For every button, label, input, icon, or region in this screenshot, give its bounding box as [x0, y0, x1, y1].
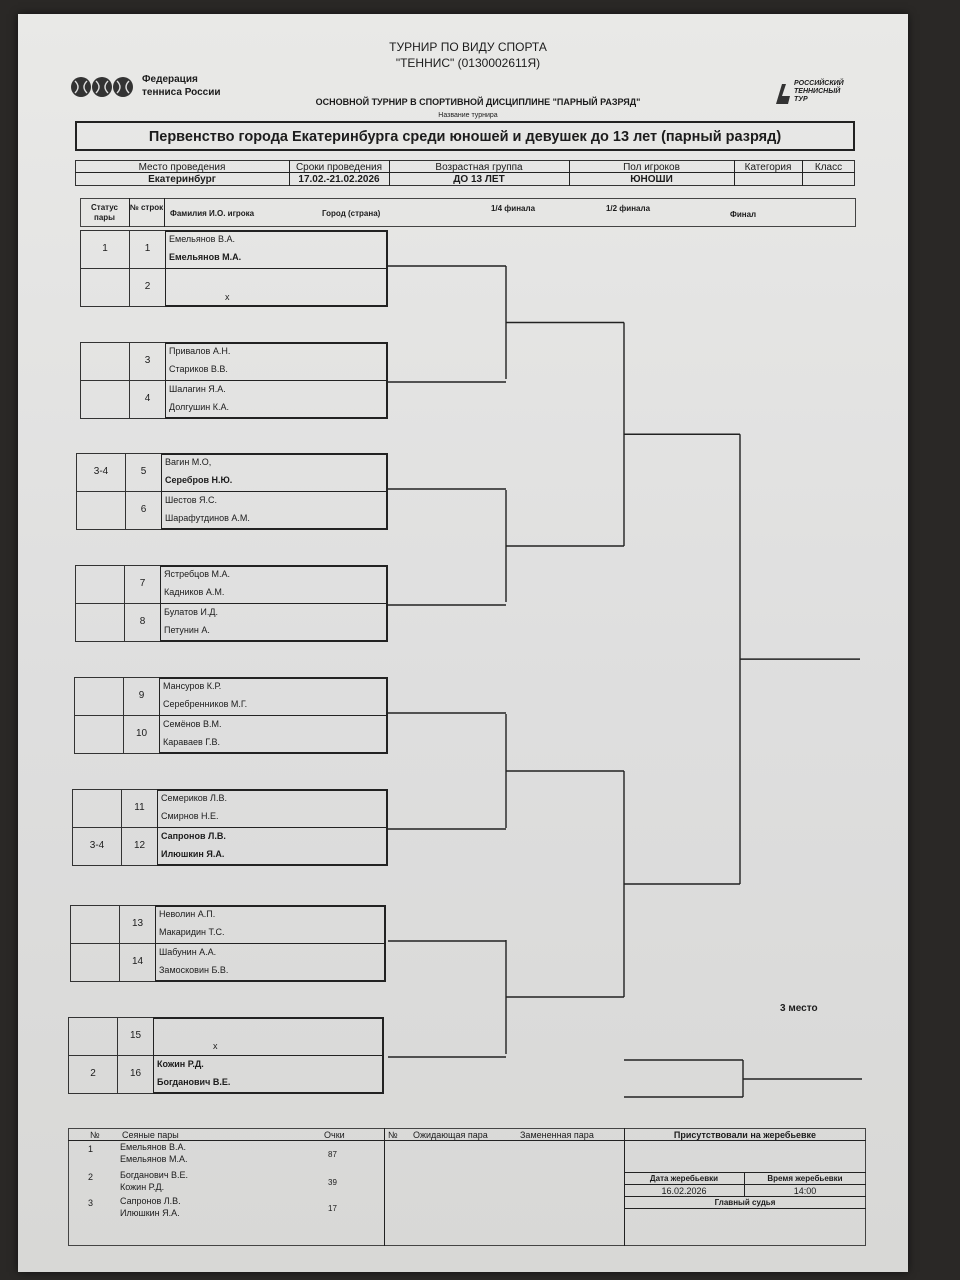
seed-points: 87	[328, 1150, 337, 1159]
seed-number: 1	[88, 1144, 94, 1154]
bye-mark: x	[213, 1041, 218, 1051]
player-1: Емельянов В.А.	[169, 234, 235, 244]
player-2: Серебров Н.Ю.	[165, 475, 233, 485]
draw-time-label: Время жеребьевки	[767, 1174, 843, 1183]
player-2: Илюшкин Я.А.	[161, 849, 225, 859]
seed-player-1: Емельянов В.А.	[120, 1142, 186, 1152]
row-number: 1	[144, 243, 151, 254]
seed-player-1: Сапронов Л.В.	[120, 1196, 181, 1206]
bracket-lines	[18, 14, 908, 1272]
row-number: 13	[131, 918, 144, 929]
player-1: Булатов И.Д.	[164, 607, 218, 617]
third-place-label: 3 место	[780, 1003, 818, 1014]
tournament-title: Первенство города Екатеринбурга среди юношей и девушек до 13 лет (парный разряд)	[148, 129, 782, 145]
player-2: Замосковин Б.В.	[159, 965, 229, 975]
draw-time-value: 14:00	[793, 1186, 817, 1196]
col-row-num: № строк	[129, 203, 164, 212]
class-label: Класс	[814, 162, 843, 173]
discipline-line: ОСНОВНОЙ ТУРНИР В СПОРТИВНОЙ ДИСЦИПЛИНЕ "ПАРНЫЙ РАЗРЯД"	[315, 97, 641, 107]
row-number: 15	[129, 1030, 142, 1041]
player-1: Привалов А.Н.	[169, 346, 231, 356]
pair-status: 2	[90, 1068, 96, 1079]
player-2: Макаридин Т.С.	[159, 927, 225, 937]
seed-player-1: Богданович В.Е.	[120, 1170, 189, 1180]
player-2: Кадников А.М.	[164, 587, 225, 597]
col-city: Город (страна)	[322, 209, 381, 218]
seeds-points-label: Очки	[324, 1130, 345, 1140]
player-1: Шалагин Я.А.	[169, 384, 226, 394]
waiting-no-label: №	[388, 1130, 398, 1140]
seed-player-2: Илюшкин Я.А.	[120, 1208, 180, 1218]
row-number: 5	[140, 466, 147, 477]
seed-points: 17	[328, 1204, 337, 1213]
waiting-pair-label: Ожидающая пара	[413, 1130, 488, 1140]
seed-points: 39	[328, 1178, 337, 1187]
dates-label: Сроки проведения	[295, 162, 383, 173]
player-1: Вагин М.О,	[165, 457, 212, 467]
age-value: ДО 13 ЛЕТ	[453, 174, 505, 185]
row-number: 7	[139, 578, 146, 589]
pair-status: 3-4	[93, 466, 109, 477]
row-number: 6	[140, 504, 147, 515]
row-number: 4	[144, 393, 151, 404]
player-2: Шарафутдинов А.М.	[165, 513, 250, 523]
sport-code-line: "ТЕННИС" (0130002611Я)	[395, 56, 541, 70]
row-number: 3	[144, 355, 151, 366]
player-1: Кожин Р.Д.	[157, 1059, 204, 1069]
age-label: Возрастная группа	[435, 162, 523, 173]
replaced-pair-label: Замененная пара	[520, 1130, 594, 1140]
player-2: Долгушин К.А.	[169, 402, 230, 412]
player-2: Емельянов М.А.	[169, 252, 242, 262]
rtt-line-2: ТЕННИСНЫЙ	[794, 88, 841, 95]
col-semifinal: 1/2 финала	[605, 204, 651, 213]
player-2: Серебренников М.Г.	[163, 699, 248, 709]
dates-value: 17.02.-21.02.2026	[298, 174, 380, 185]
federation-name-1: Федерация	[142, 74, 198, 85]
present-label: Присутствовали на жеребьевке	[673, 1130, 817, 1140]
player-1: Ястребцов М.А.	[164, 569, 231, 579]
gender-label: Пол игроков	[623, 162, 680, 173]
seed-number: 2	[88, 1172, 94, 1182]
col-quarterfinal: 1/4 финала	[490, 204, 536, 213]
player-2: Богданович В.Е.	[157, 1077, 231, 1087]
player-1: Семериков Л.В.	[161, 793, 227, 803]
player-1: Сапронов Л.В.	[161, 831, 226, 841]
seed-number: 3	[88, 1198, 94, 1208]
category-label: Категория	[744, 162, 792, 173]
draw-sheet	[18, 14, 908, 1272]
player-2: Караваев Г.В.	[163, 737, 221, 747]
chief-judge-label: Главный судья	[714, 1198, 776, 1207]
draw-date-value: 16.02.2026	[661, 1186, 707, 1196]
col-final: Финал	[730, 210, 757, 219]
pair-status: 3-4	[89, 840, 105, 851]
pair-status: 1	[102, 243, 108, 254]
player-1: Шестов Я.С.	[165, 495, 218, 505]
player-2: Петунин А.	[164, 625, 210, 635]
row-number: 10	[135, 728, 148, 739]
bye-mark: x	[225, 292, 230, 302]
gender-value: ЮНОШИ	[630, 174, 673, 185]
player-1: Мансуров К.Р.	[163, 681, 222, 691]
player-1: Семёнов В.М.	[163, 719, 222, 729]
federation-name-2: тенниса России	[142, 87, 221, 98]
col-status: Статус пары	[91, 203, 118, 222]
draw-date-label: Дата жеребьевки	[649, 1174, 719, 1183]
seed-player-2: Кожин Р.Д.	[120, 1182, 165, 1192]
row-number: 12	[133, 840, 146, 851]
col-player: Фамилия И.О. игрока	[170, 209, 255, 218]
sport-line: ТУРНИР ПО ВИДУ СПОРТА	[389, 40, 547, 54]
row-number: 8	[139, 616, 146, 627]
rtt-line-1: РОССИЙСКИЙ	[794, 80, 844, 87]
seed-player-2: Емельянов М.А.	[120, 1154, 188, 1164]
player-1: Неволин А.П.	[159, 909, 216, 919]
row-number: 11	[134, 802, 145, 813]
venue-value: Екатеринбург	[148, 174, 216, 185]
player-2: Смирнов Н.Е.	[161, 811, 219, 821]
player-2: Стариков В.В.	[169, 364, 228, 374]
player-1: Шабунин А.А.	[159, 947, 217, 957]
seeds-no-label: №	[90, 1130, 100, 1140]
seeds-pairs-label: Сеяные пары	[122, 1130, 179, 1140]
row-number: 14	[131, 956, 144, 967]
row-number: 2	[144, 281, 151, 292]
venue-label: Место проведения	[138, 162, 226, 173]
tournament-name-caption: Название турнира	[438, 112, 498, 119]
row-number: 16	[129, 1068, 142, 1079]
row-number: 9	[138, 690, 145, 701]
rtt-line-3: ТУР	[794, 96, 808, 103]
